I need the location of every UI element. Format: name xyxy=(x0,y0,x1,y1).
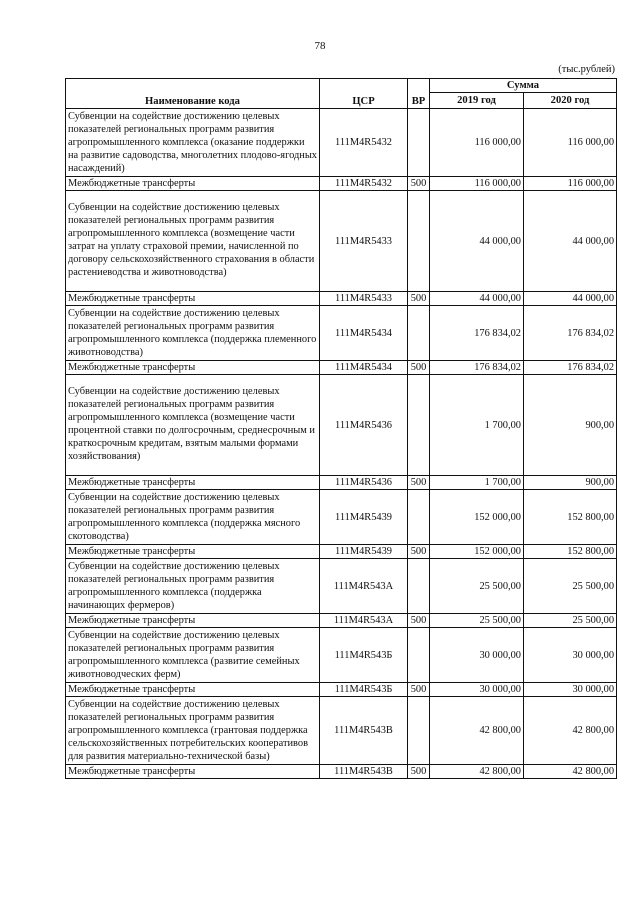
row-name-cell: Субвенции на содействие достижению целевых показателей региональных программ развития агропромышленного комплекса (поддержка начинающих фермеров) xyxy=(66,559,320,614)
table-row xyxy=(66,559,617,614)
row-2020-amount: 176 834,02 xyxy=(524,361,617,375)
table-row xyxy=(66,697,617,765)
table-row xyxy=(66,375,617,476)
row-2020-amount: 176 834,02 xyxy=(524,306,617,361)
row-csr-cell: 111M4R543В xyxy=(320,765,408,779)
page-number: 78 xyxy=(314,40,326,52)
row-csr-cell: 111M4R5432 xyxy=(320,109,408,177)
row-name-cell: Субвенции на содействие достижению целевых показателей региональных программ развития агропромышленного комплекса (грантовая поддержка сельскохозяйственных потребительских кооперативов для развития материально-технической базы) xyxy=(66,697,320,765)
row-vr-cell: 500 xyxy=(408,765,430,779)
row-vr-cell xyxy=(408,191,430,292)
row-2020-amount: 116 000,00 xyxy=(524,109,617,177)
row-vr-cell: 500 xyxy=(408,292,430,306)
row-name-cell: Субвенции на содействие достижению целевых показателей региональных программ развития агропромышленного комплекса (оказание поддержки на развитие садоводства, многолетних плодово-ягодных насаждений) xyxy=(66,109,320,177)
row-2019-amount: 1 700,00 xyxy=(430,476,524,490)
table-body xyxy=(66,109,617,779)
table-row xyxy=(66,306,617,361)
table-row xyxy=(66,490,617,545)
row-vr-cell xyxy=(408,697,430,765)
row-csr-cell: 111M4R543A xyxy=(320,559,408,614)
row-2019-amount: 1 700,00 xyxy=(430,375,524,476)
row-2019-amount: 44 000,00 xyxy=(430,292,524,306)
row-2019-amount: 42 800,00 xyxy=(430,697,524,765)
row-vr-cell xyxy=(408,375,430,476)
row-csr-cell: 111M4R5433 xyxy=(320,191,408,292)
row-2019-amount: 30 000,00 xyxy=(430,628,524,683)
row-2020-amount: 44 000,00 xyxy=(524,191,617,292)
table-row xyxy=(66,628,617,683)
row-2019-amount: 152 000,00 xyxy=(430,545,524,559)
table-row xyxy=(66,683,617,697)
row-2019-amount: 176 834,02 xyxy=(430,361,524,375)
row-2020-amount: 116 000,00 xyxy=(524,177,617,191)
row-vr-cell xyxy=(408,306,430,361)
row-name-cell: Субвенции на содействие достижению целевых показателей региональных программ развития агропромышленного комплекса (поддержка племенного животноводства) xyxy=(66,306,320,361)
row-csr-cell: 111M4R543В xyxy=(320,697,408,765)
row-2019-amount: 116 000,00 xyxy=(430,177,524,191)
row-2020-amount: 30 000,00 xyxy=(524,683,617,697)
row-2019-amount: 25 500,00 xyxy=(430,614,524,628)
row-2020-amount: 900,00 xyxy=(524,476,617,490)
row-2019-amount: 152 000,00 xyxy=(430,490,524,545)
row-vr-cell xyxy=(408,490,430,545)
units-label: (тыс.рублей) xyxy=(558,64,615,75)
row-name-cell: Субвенции на содействие достижению целевых показателей региональных программ развития агропромышленного комплекса (развитие семейных животноводческих ферм) xyxy=(66,628,320,683)
row-2020-amount: 152 800,00 xyxy=(524,490,617,545)
table-row xyxy=(66,614,617,628)
row-2019-amount: 25 500,00 xyxy=(430,559,524,614)
row-csr-cell: 111M4R5432 xyxy=(320,177,408,191)
table-row xyxy=(66,545,617,559)
row-2020-amount: 900,00 xyxy=(524,375,617,476)
row-vr-cell: 500 xyxy=(408,545,430,559)
row-name-cell: Субвенции на содействие достижению целевых показателей региональных программ развития агропромышленного комплекса (возмещение части затрат на уплату страховой премии, начисленной по договору сельскохозяйственного страхования в области растениеводства и животноводства) xyxy=(66,191,320,292)
header-name: Наименование кода xyxy=(66,79,320,109)
row-2020-amount: 42 800,00 xyxy=(524,697,617,765)
table-row xyxy=(66,292,617,306)
row-2019-amount: 44 000,00 xyxy=(430,191,524,292)
row-vr-cell: 500 xyxy=(408,476,430,490)
row-2020-amount: 152 800,00 xyxy=(524,545,617,559)
table-row xyxy=(66,177,617,191)
table-row xyxy=(66,191,617,292)
row-csr-cell: 111M4R5439 xyxy=(320,490,408,545)
row-vr-cell: 500 xyxy=(408,614,430,628)
row-csr-cell: 111M4R543Б xyxy=(320,628,408,683)
row-2020-amount: 25 500,00 xyxy=(524,614,617,628)
row-2019-amount: 42 800,00 xyxy=(430,765,524,779)
row-name-cell: Межбюджетные трансферты xyxy=(66,292,320,306)
row-2020-amount: 25 500,00 xyxy=(524,559,617,614)
budget-table xyxy=(65,78,617,779)
header-sum: Сумма xyxy=(430,79,617,93)
row-name-cell: Межбюджетные трансферты xyxy=(66,361,320,375)
row-vr-cell: 500 xyxy=(408,177,430,191)
table-row xyxy=(66,476,617,490)
row-csr-cell: 111M4R5436 xyxy=(320,375,408,476)
row-csr-cell: 111M4R543Б xyxy=(320,683,408,697)
row-2019-amount: 176 834,02 xyxy=(430,306,524,361)
row-name-cell: Межбюджетные трансферты xyxy=(66,177,320,191)
row-2019-amount: 30 000,00 xyxy=(430,683,524,697)
row-2020-amount: 42 800,00 xyxy=(524,765,617,779)
row-csr-cell: 111M4R5434 xyxy=(320,306,408,361)
row-2020-amount: 44 000,00 xyxy=(524,292,617,306)
row-name-cell: Субвенции на содействие достижению целевых показателей региональных программ развития агропромышленного комплекса (возмещение части процентной ставки по долгосрочным, среднесрочным и краткосрочным кредитам, взятым малыми формами хозяйствования) xyxy=(66,375,320,476)
header-vr: ВР xyxy=(408,79,430,109)
row-csr-cell: 111M4R5433 xyxy=(320,292,408,306)
row-csr-cell: 111M4R5439 xyxy=(320,545,408,559)
header-csr: ЦСР xyxy=(320,79,408,109)
row-csr-cell: 111M4R5434 xyxy=(320,361,408,375)
table-row xyxy=(66,765,617,779)
row-vr-cell: 500 xyxy=(408,361,430,375)
row-vr-cell xyxy=(408,559,430,614)
row-csr-cell: 111M4R5436 xyxy=(320,476,408,490)
header-year-2019: 2019 год xyxy=(430,93,524,109)
table-row xyxy=(66,109,617,177)
row-name-cell: Межбюджетные трансферты xyxy=(66,545,320,559)
row-name-cell: Межбюджетные трансферты xyxy=(66,683,320,697)
row-2020-amount: 30 000,00 xyxy=(524,628,617,683)
row-name-cell: Субвенции на содействие достижению целевых показателей региональных программ развития агропромышленного комплекса (поддержка мясного скотоводства) xyxy=(66,490,320,545)
row-vr-cell: 500 xyxy=(408,683,430,697)
row-name-cell: Межбюджетные трансферты xyxy=(66,765,320,779)
header-year-2020: 2020 год xyxy=(524,93,617,109)
row-name-cell: Межбюджетные трансферты xyxy=(66,476,320,490)
table-row xyxy=(66,361,617,375)
row-name-cell: Межбюджетные трансферты xyxy=(66,614,320,628)
row-2019-amount: 116 000,00 xyxy=(430,109,524,177)
row-vr-cell xyxy=(408,628,430,683)
row-csr-cell: 111M4R543A xyxy=(320,614,408,628)
row-vr-cell xyxy=(408,109,430,177)
